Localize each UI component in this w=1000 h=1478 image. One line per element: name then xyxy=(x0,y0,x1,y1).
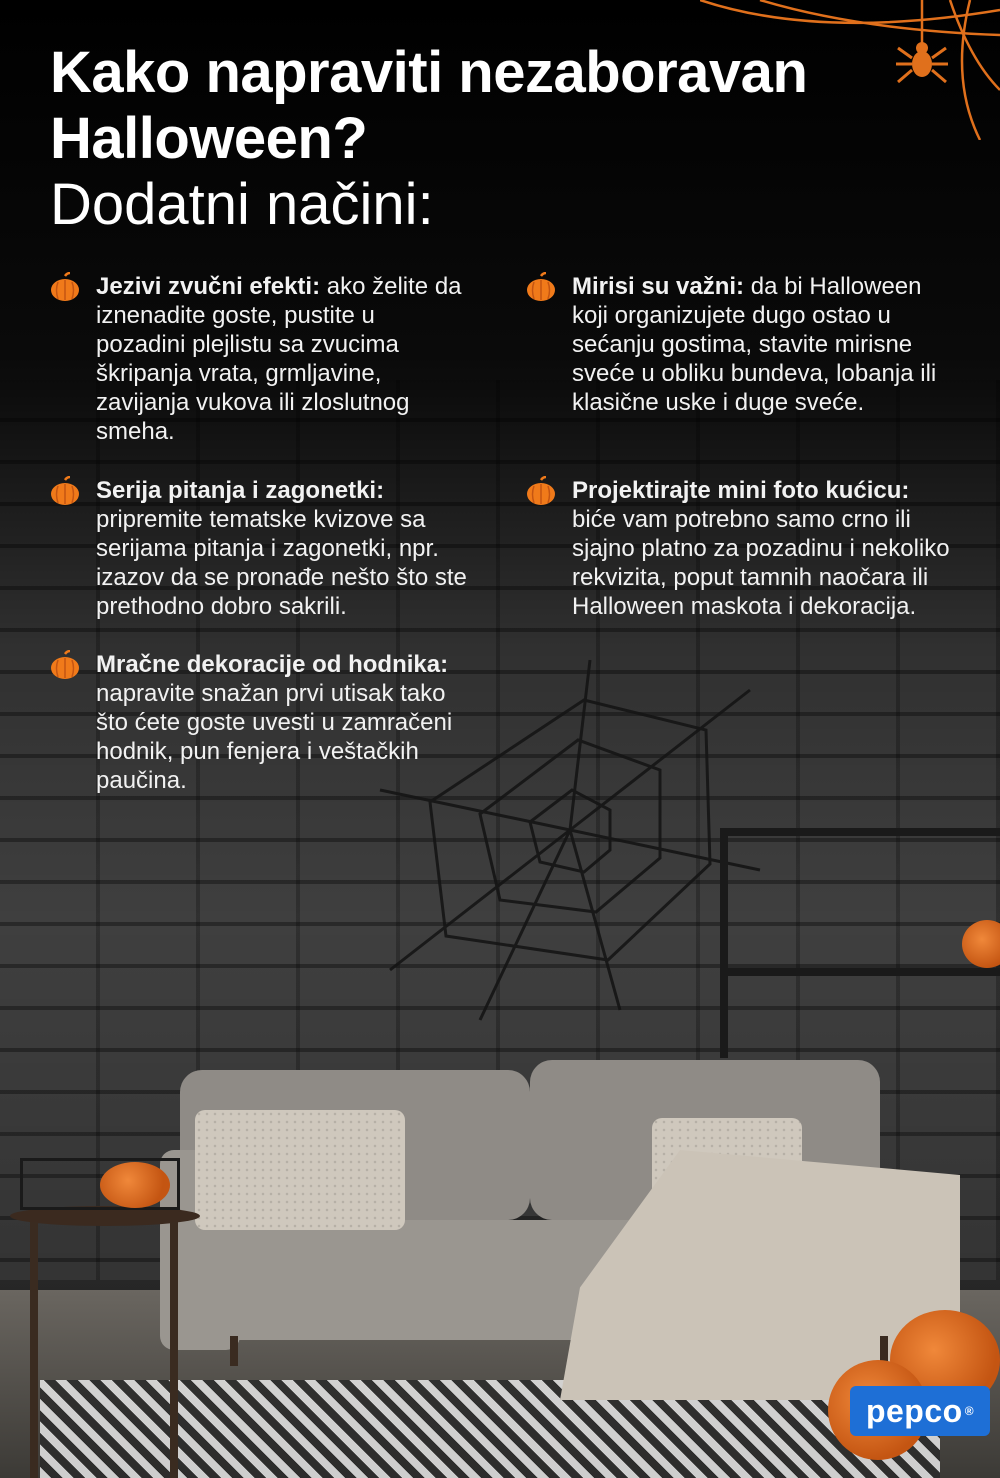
tip-item xyxy=(526,476,956,621)
pumpkin-decoration xyxy=(100,1162,170,1208)
tip-item xyxy=(50,650,480,795)
tip-heading: Projektirajte mini foto kućicu: xyxy=(572,477,910,504)
pepco-logo xyxy=(850,1386,990,1436)
tip-body: ako želite da iznenadite goste, pustite u pozadini plejlistu sa zvucima škripanja vrata, grmljavine, zavijanja vukova ili zloslutnog smeha. xyxy=(96,273,462,445)
page-title: Kako napraviti nezaboravan Halloween? xyxy=(50,40,808,171)
registered-mark: ® xyxy=(964,1404,975,1418)
tip-heading: Mirisi su važni: xyxy=(572,273,745,300)
logo-text: pepco xyxy=(865,1392,963,1429)
tip-body: pripremite tematske kvizove sa serijama pitanja i zagonetki, npr. izazov da se pronađe nešto što ste prethodno dobro sakrili. xyxy=(96,506,467,620)
tip-item xyxy=(50,476,480,621)
tip-heading: Mračne dekoracije od hodnika: xyxy=(96,651,449,678)
pillow-left xyxy=(195,1110,405,1230)
side-table-leg xyxy=(170,1222,178,1478)
tip-body: napravite snažan prvi utisak tako što ćete goste uvesti u zamračeni hodnik, pun fenjera i veštačkih paučina. xyxy=(96,680,453,794)
pumpkin-icon xyxy=(50,476,80,506)
pumpkin-icon xyxy=(526,272,556,302)
shelf-top xyxy=(720,828,1000,836)
sofa-leg xyxy=(230,1336,238,1366)
pumpkin-icon xyxy=(50,272,80,302)
tip-item xyxy=(50,272,470,446)
page-subtitle: Dodatni načini: xyxy=(50,172,434,237)
shelf-post xyxy=(720,828,728,1058)
tip-heading: Serija pitanja i zagonetki: xyxy=(96,477,385,504)
pumpkin-icon xyxy=(50,650,80,680)
tip-item xyxy=(526,272,956,417)
pumpkin-icon xyxy=(526,476,556,506)
tip-body: da bi Halloween koji organizujete dugo ostao u sećanju gostima, stavite mirisne sveće u obliku bundeva, lobanja ili klasične uske i duge sveće. xyxy=(572,273,937,416)
shelf-middle xyxy=(720,968,1000,976)
tip-body: biće vam potrebno samo crno ili sjajno platno za pozadinu i nekoliko rekvizita, poput tamnih naočara ili Halloween maskota i dekoracija. xyxy=(572,506,950,620)
side-table-leg xyxy=(30,1222,38,1478)
tip-heading: Jezivi zvučni efekti: xyxy=(96,273,321,300)
